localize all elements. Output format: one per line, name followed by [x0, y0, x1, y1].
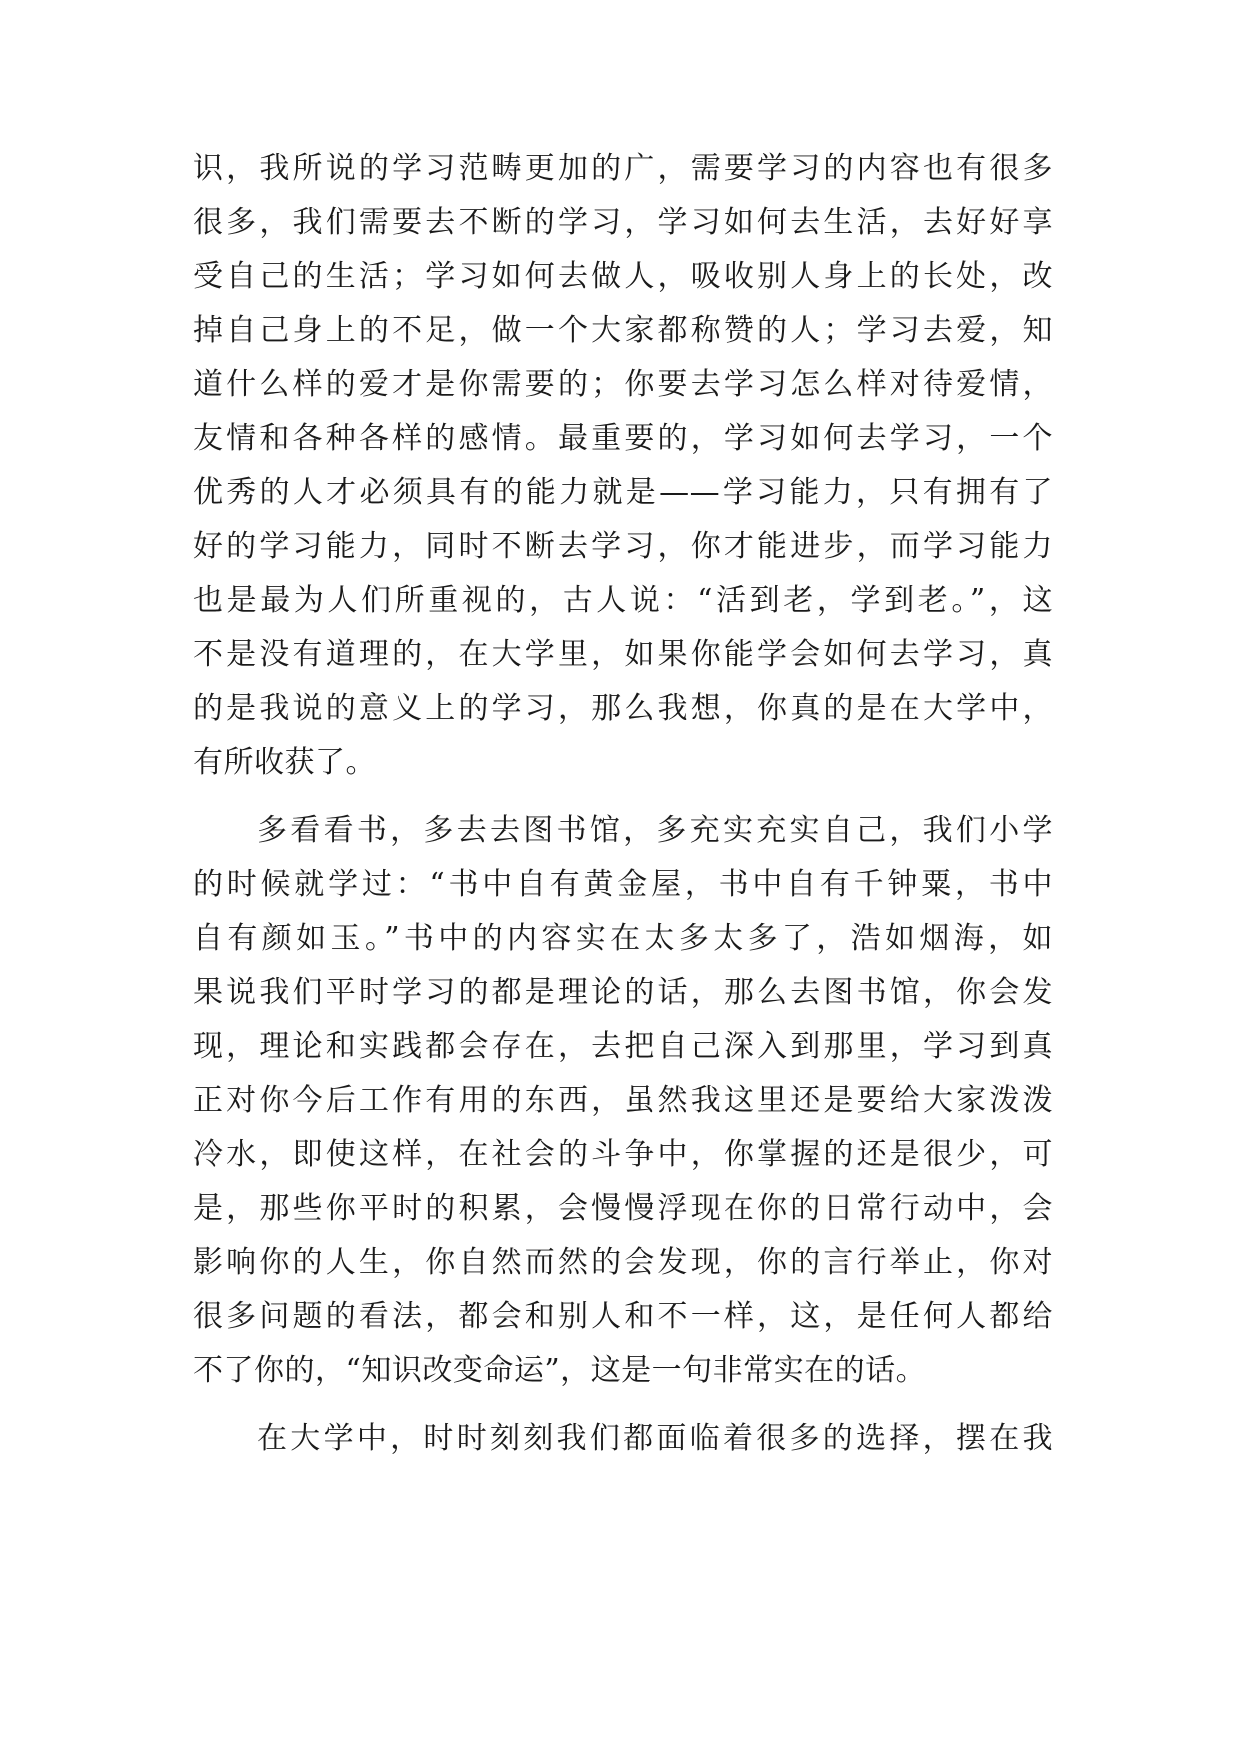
- text-line: 很多，我们需要去不断的学习，学习如何去生活，去好好享: [193, 205, 1053, 240]
- text-line: 有所收获了。: [193, 745, 376, 780]
- text-line: 也是最为人们所重视的，古人说：“活到老，学到老。”，这: [193, 583, 1053, 618]
- text-line: 是，那些你平时的积累，会慢慢浮现在你的日常行动中，会: [193, 1191, 1053, 1226]
- text-line: 现，理论和实践都会存在，去把自己深入到那里，学习到真: [193, 1029, 1053, 1064]
- text-line: 很多问题的看法，都会和别人和不一样，这，是任何人都给: [193, 1299, 1053, 1334]
- text-line: 在大学中，时时刻刻我们都面临着很多的选择，摆在我: [257, 1421, 1053, 1456]
- text-line: 友情和各种各样的感情。最重要的，学习如何去学习，一个: [193, 421, 1053, 456]
- text-line: 果说我们平时学习的都是理论的话，那么去图书馆，你会发: [193, 975, 1053, 1010]
- text-line: 优秀的人才必须具有的能力就是——学习能力，只有拥有了: [193, 475, 1053, 510]
- text-line: 冷水，即使这样，在社会的斗争中，你掌握的还是很少，可: [193, 1137, 1053, 1172]
- text-line: 自有颜如玉。”书中的内容实在太多太多了，浩如烟海，如: [193, 921, 1053, 956]
- text-line: 的时候就学过：“书中自有黄金屋，书中自有千钟粟，书中: [193, 867, 1053, 902]
- text-line: 的是我说的意义上的学习，那么我想，你真的是在大学中，: [193, 691, 1053, 726]
- text-line: 道什么样的爱才是你需要的；你要去学习怎么样对待爱情，: [193, 367, 1053, 402]
- text-line: 识，我所说的学习范畴更加的广，需要学习的内容也有很多: [193, 151, 1053, 186]
- text-line: 不了你的，“知识改变命运”，这是一句非常实在的话。: [193, 1353, 927, 1388]
- text-line: 不是没有道理的，在大学里，如果你能学会如何去学习，真: [193, 637, 1053, 672]
- text-line: 掉自己身上的不足，做一个大家都称赞的人；学习去爱，知: [193, 313, 1053, 348]
- text-line: 影响你的人生，你自然而然的会发现，你的言行举止，你对: [193, 1245, 1053, 1280]
- text-line: 好的学习能力，同时不断去学习，你才能进步，而学习能力: [193, 529, 1053, 564]
- text-line: 受自己的生活；学习如何去做人，吸收别人身上的长处，改: [193, 259, 1053, 294]
- text-line: 多看看书，多去去图书馆，多充实充实自己，我们小学: [257, 813, 1053, 848]
- text-line: 正对你今后工作有用的东西，虽然我这里还是要给大家泼泼: [193, 1083, 1053, 1118]
